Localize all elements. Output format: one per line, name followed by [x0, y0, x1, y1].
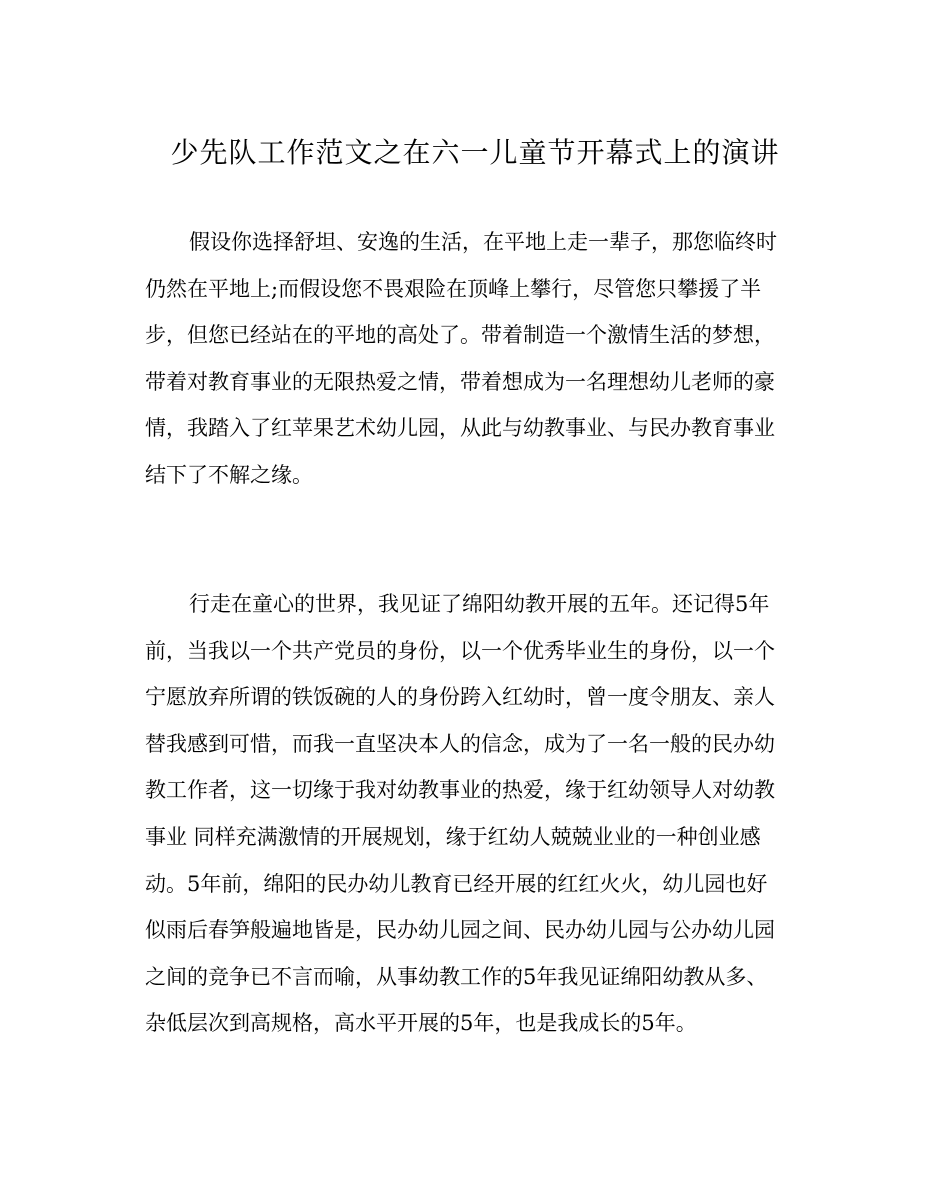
paragraph-line: 教工作者，这一切缘于我对幼教事业的热爱，缘于红幼领导人对幼教	[145, 778, 775, 803]
paragraph-line: 似雨后春笋般遍地皆是，民办幼儿园之间、民办幼儿园与公办幼儿园	[145, 918, 775, 943]
paragraph-line: 结下了不解之缘。	[145, 462, 313, 487]
paragraph-line: 行走在童心的世界，我见证了绵阳幼教开展的五年。还记得5年	[189, 592, 770, 616]
paragraph-line: 前，当我以一个共产党员的身份，以一个优秀毕业生的身份，以一个	[145, 638, 775, 663]
document-title: 少先队工作范文之在六一儿童节开幕式上的演讲	[170, 136, 780, 169]
paragraph-line: 杂低层次到高规格，高水平开展的5年，也是我成长的5年。	[145, 1011, 697, 1036]
paragraph-line: 替我感到可惜，而我一直坚决本人的信念，成为了一名一般的民办幼	[145, 731, 775, 756]
paragraph-line: 假设你选择舒坦、安逸的生活，在平地上走一辈子，那您临终时	[189, 230, 777, 254]
paragraph-line: 宁愿放弃所谓的铁饭碗的人的身份跨入红幼时，曾一度令朋友、亲人	[145, 685, 775, 710]
paragraph-line: 情，我踏入了红苹果艺术幼儿园，从此与幼教事业、与民办教育事业	[145, 416, 775, 441]
paragraph-line: 之间的竞争已不言而喻，从事幼教工作的5年我见证绵阳幼教从多、	[145, 964, 768, 989]
paragraph-line: 仍然在平地上;而假设您不畏艰险在顶峰上攀行，尽管您只攀援了半	[145, 276, 762, 301]
paragraph-2	[145, 581, 805, 1047]
paragraph-line: 动。5年前，绵阳的民办幼儿教育已经开展的红红火火，幼儿园也好	[145, 871, 768, 896]
paragraph-line: 事业 同样充满激情的开展规划，缘于红幼人兢兢业业的一种创业感	[145, 824, 761, 849]
paragraph-1	[145, 219, 805, 499]
paragraph-line: 步，但您已经站在的平地的高处了。带着制造一个激情生活的梦想，	[145, 323, 775, 348]
paragraph-line: 带着对教育事业的无限热爱之情，带着想成为一名理想幼儿老师的豪	[145, 369, 775, 394]
